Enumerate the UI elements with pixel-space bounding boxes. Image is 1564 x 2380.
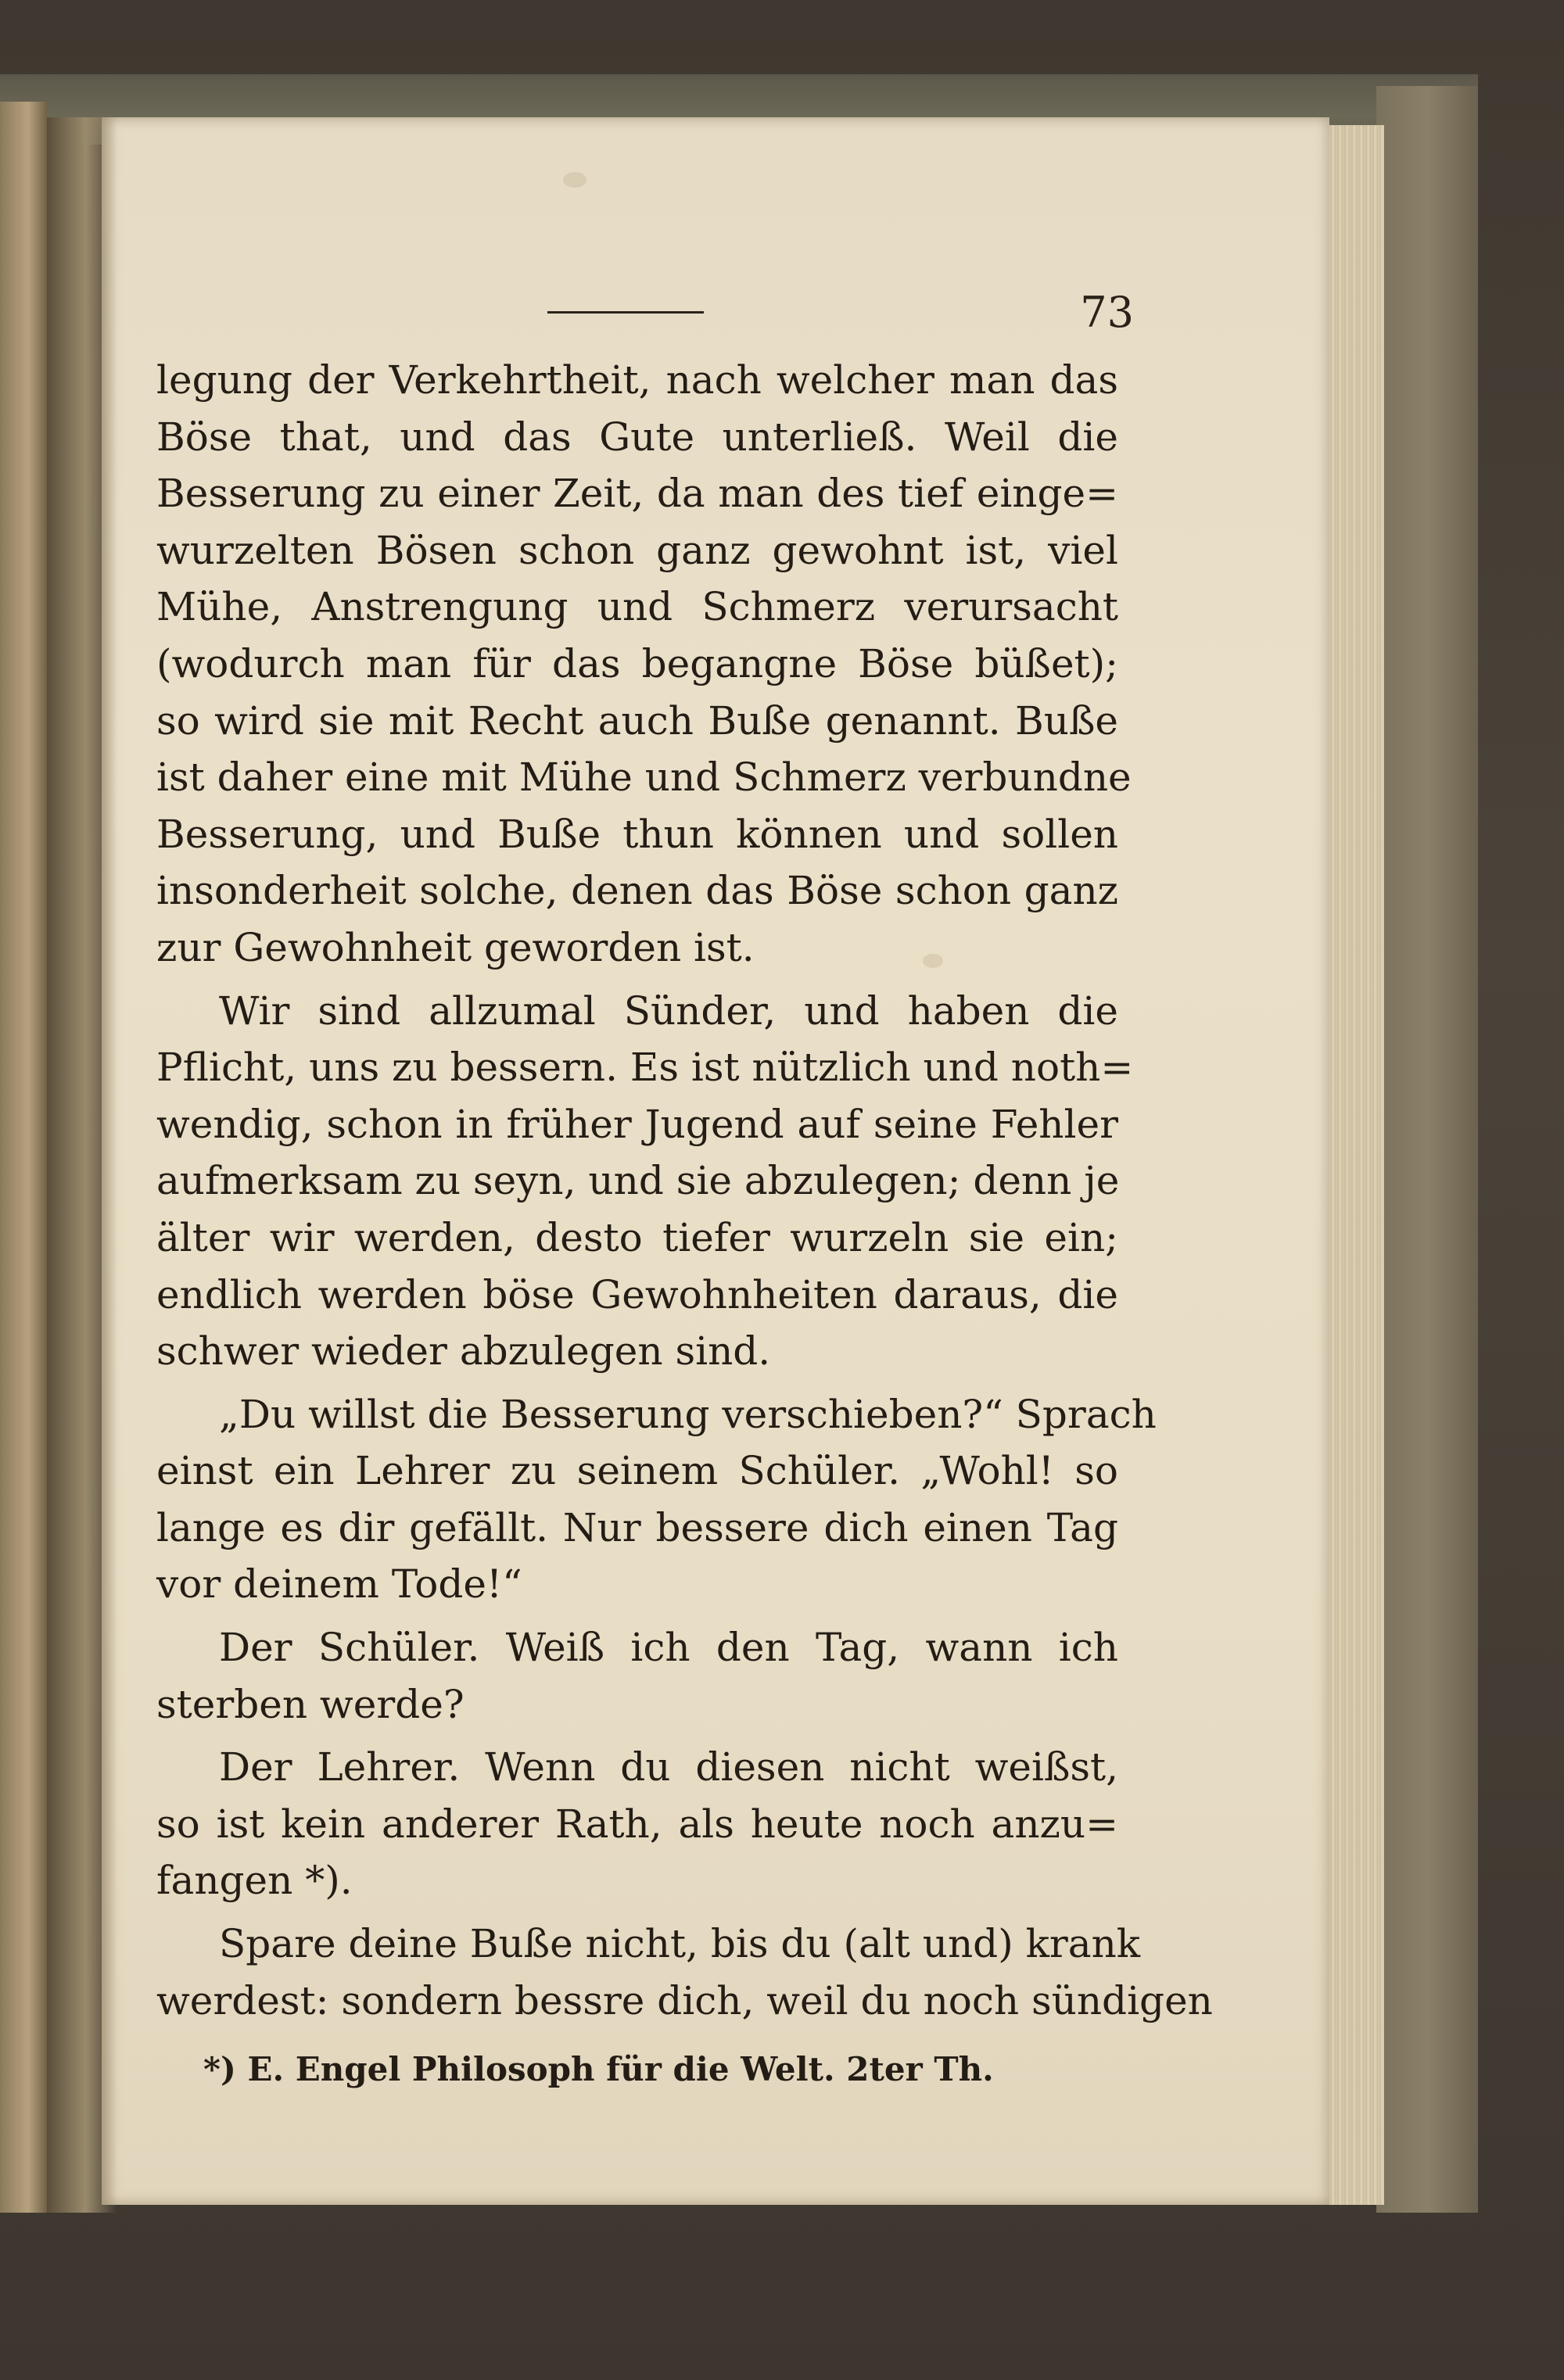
text-line: wendig, schon in früher Jugend auf seine Fehler [156, 1101, 1118, 1147]
text-line: legung der Verkehrtheit, nach welcher man das [156, 357, 1118, 403]
text-line: so ist kein anderer Rath, als heute noch anzu= [156, 1801, 1118, 1847]
text-line: einst ein Lehrer zu seinem Schüler. „Wohl! so [156, 1448, 1118, 1494]
text-line: Der Schüler. Weiß ich den Tag, wann ich [219, 1625, 1118, 1671]
text-line: Böse that, und das Gute unterließ. Weil die [156, 414, 1118, 460]
text-line: älter wir werden, desto tiefer wurzeln sie ein; [156, 1214, 1118, 1260]
text-line: Wir sind allzumal Sünder, und haben die [219, 987, 1118, 1034]
text-line: werdest: sondern bessre dich, weil du noch sündigen [156, 1977, 1213, 2023]
text-line: zur Gewohnheit geworden ist. [156, 924, 755, 970]
paper-stain [563, 172, 586, 188]
text-line: lange es dir gefällt. Nur bessere dich einen Tag [156, 1504, 1118, 1550]
text-line: (wodurch man für das begangne Böse büßet); [156, 640, 1118, 686]
header-rule [547, 311, 704, 314]
text-line: Besserung zu einer Zeit, da man des tief einge= [156, 471, 1118, 517]
body-text [156, 352, 1213, 2029]
text-line: sterben werde? [156, 1681, 465, 1727]
text-line: aufmerksam zu seyn, und sie abzulegen; denn je [156, 1158, 1120, 1204]
facing-page-edge [0, 102, 47, 2213]
text-line: insonderheit solche, denen das Böse schon ganz [156, 868, 1118, 914]
text-line: Besserung, und Buße thun können und sollen [156, 811, 1118, 857]
text-line: Spare deine Buße nicht, bis du (alt und) krank [219, 1921, 1141, 1967]
footnote: *) E. Engel Philosoph für die Welt. 2ter Th. [203, 2050, 994, 2088]
text-line: Der Lehrer. Wenn du diesen nicht weißst, [219, 1744, 1118, 1790]
book-cover-right-edge [1376, 86, 1478, 2213]
text-line: Pflicht, uns zu bessern. Es ist nützlich und noth= [156, 1045, 1134, 1091]
gutter-shadow [47, 117, 117, 2213]
text-line: wurzelten Bösen schon ganz gewohnt ist, viel [156, 527, 1118, 573]
text-line: fangen *). [156, 1858, 353, 1904]
page-number: 73 [1080, 288, 1134, 337]
text-line: „Du willst die Besserung verschieben?“ Sprach [219, 1391, 1157, 1437]
text-line: Mühe, Anstrengung und Schmerz verursacht [156, 584, 1118, 630]
text-line: ist daher eine mit Mühe und Schmerz verbundne [156, 755, 1132, 801]
text-line: vor deinem Tode!“ [156, 1561, 522, 1608]
text-line: so wird sie mit Recht auch Buße genannt. Buße [156, 697, 1118, 744]
page-block-edges [1322, 125, 1384, 2205]
text-line: endlich werden böse Gewohnheiten daraus, die [156, 1271, 1118, 1317]
text-line: schwer wieder abzulegen sind. [156, 1328, 771, 1375]
